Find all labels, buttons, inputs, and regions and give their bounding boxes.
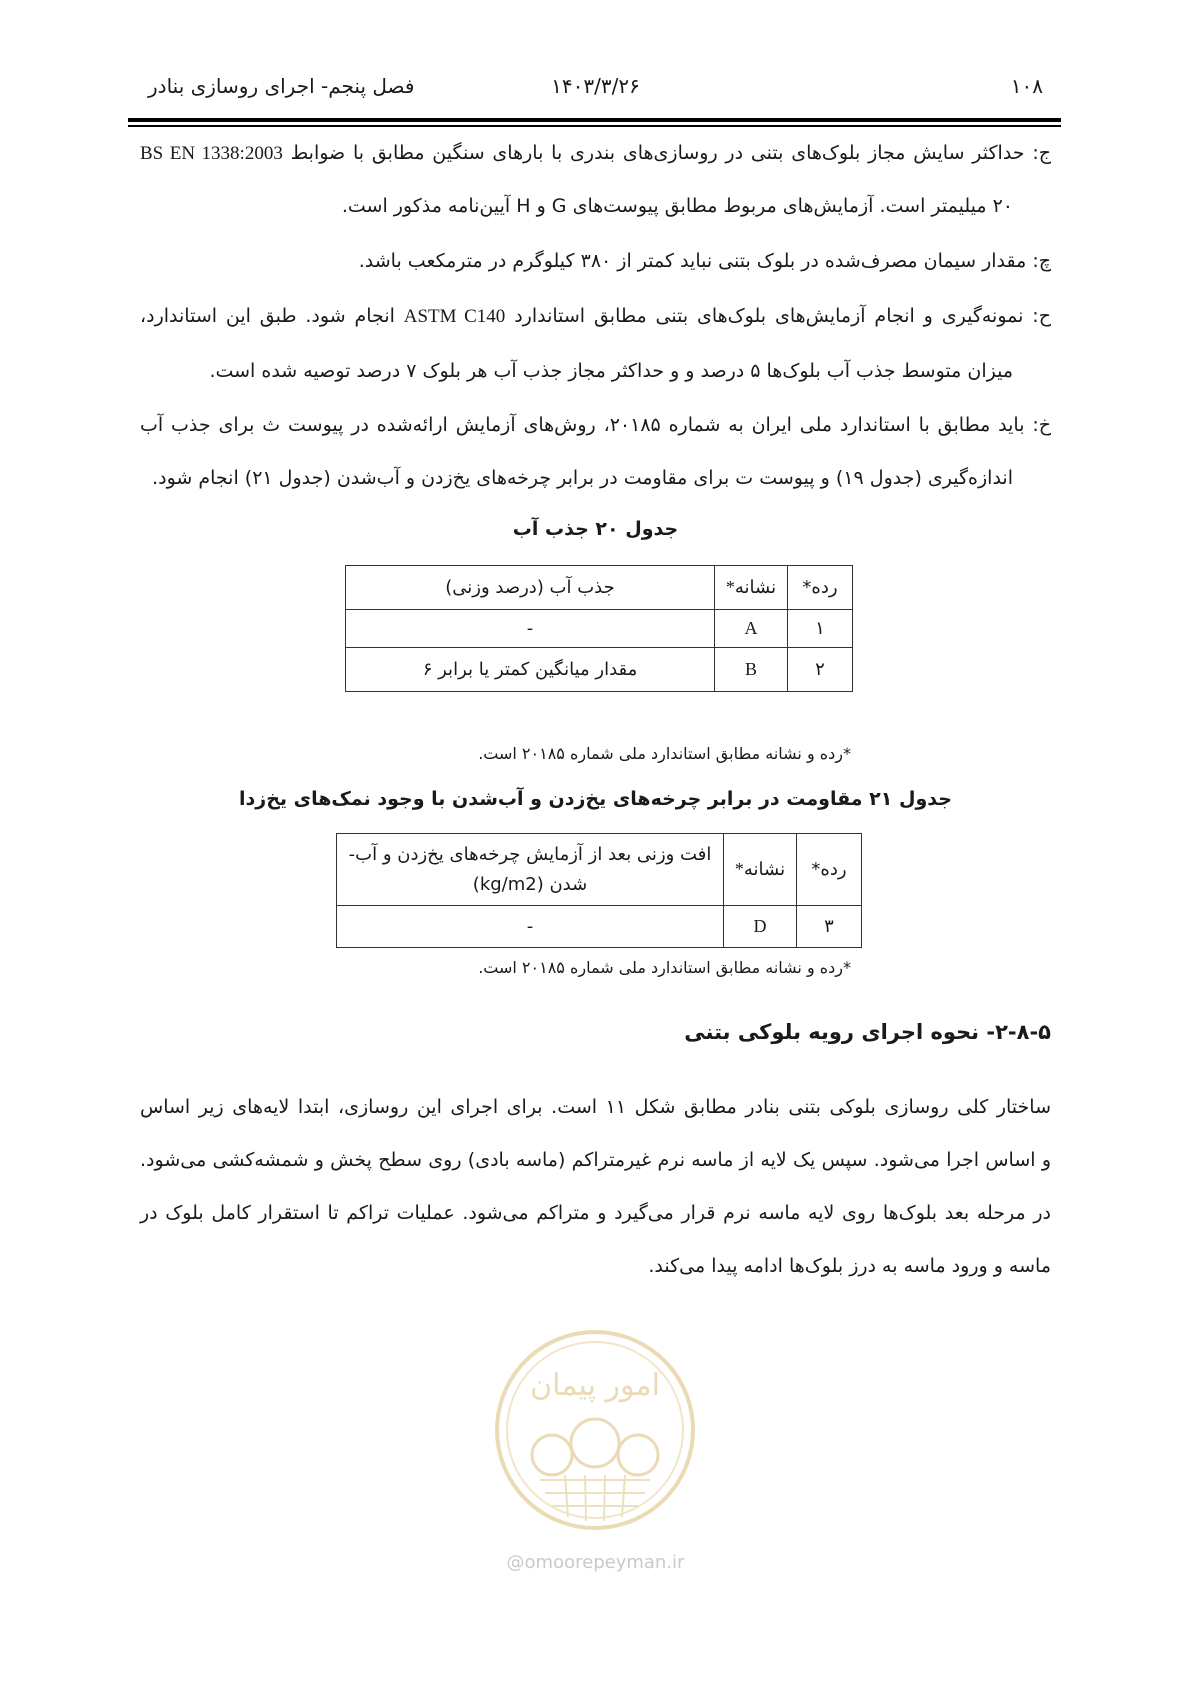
cell-grade: ۱ <box>788 610 853 648</box>
item-j-line1 <box>140 138 1051 169</box>
table-row <box>346 610 853 648</box>
cell-sign: B <box>715 648 788 692</box>
table-row <box>346 648 853 692</box>
item-he-line1 <box>140 301 1051 332</box>
col-header-line1: افت وزنی بعد از آزمایش چرخه‌های یخ‌زدن و آب- <box>348 843 712 865</box>
paragraph-line: ساختار کلی روسازی بلوکی بتنی بنادر مطابق شکل ۱۱ است. برای اجرای این روسازی، ابتدا لایه‌های زیر اساس <box>140 1096 1051 1118</box>
table20-caption: جدول ۲۰ جذب آب <box>512 518 679 540</box>
table21 <box>336 833 862 948</box>
cell-value: - <box>346 610 715 648</box>
cell-value: مقدار میانگین کمتر یا برابر ۶ <box>346 648 715 692</box>
header-date: ۱۴۰۳/۳/۲۶ <box>551 74 640 98</box>
header-rule-thick <box>128 118 1061 122</box>
item-he-standard: ASTM C140 <box>403 306 506 327</box>
cell-sign: D <box>724 906 797 948</box>
col-header-line2: شدن (kg/m2) <box>472 873 588 895</box>
watermark-site: @omoorepeyman.ir <box>506 1552 685 1573</box>
watermark-logo <box>490 1325 700 1545</box>
cell-grade: ۳ <box>797 906 862 948</box>
section-heading: ۲-۸-۵- نحوه اجرای رویه بلوکی بتنی <box>684 1020 1051 1044</box>
col-header-sign: نشانه* <box>715 566 788 610</box>
paragraph-line: ماسه و ورود ماسه به درز بلوک‌ها ادامه پیدا می‌کند. <box>648 1255 1051 1277</box>
chapter-title: فصل پنجم- اجرای روسازی بنادر <box>148 74 415 98</box>
cell-grade: ۲ <box>788 648 853 692</box>
cell-sign: A <box>715 610 788 648</box>
item-che: چ: مقدار سیمان مصرف‌شده در بلوک بتنی نباید کمتر از ۳۸۰ کیلوگرم در مترمکعب باشد. <box>358 250 1051 272</box>
table-row <box>337 906 862 948</box>
paragraph-line: و اساس اجرا می‌شود. سپس یک لایه از ماسه نرم غیرمتراکم (ماسه بادی) روی سطح پخش و شمشه‌کشی می‌شود. <box>140 1149 1051 1171</box>
paragraph-line: در مرحله بعد بلوک‌ها روی لایه ماسه نرم قرار می‌گیرد و متراکم می‌شود. عملیات تراکم تا استقرار کامل بلوک در <box>140 1202 1051 1224</box>
col-header-grade: رده* <box>797 834 862 906</box>
item-khe-line2: اندازه‌گیری (جدول ۱۹) و پیوست ت برای مقاومت در برابر چرخه‌های یخ‌زدن و آب‌شدن (جدول ۲۱) انجام شود. <box>152 467 1013 489</box>
item-khe-line1: خ: باید مطابق با استاندارد ملی ایران به شماره ۲۰۱۸۵، روش‌های آزمایش ارائه‌شده در پیوست ث برای جذب آب <box>140 414 1052 436</box>
col-header-water-absorption: جذب آب (درصد وزنی) <box>346 566 715 610</box>
table21-footnote: *رده و نشانه مطابق استاندارد ملی شماره ۲۰۱۸۵ است. <box>478 958 851 977</box>
item-he-text-pre: ح: نمونه‌گیری و انجام آزمایش‌های بلوک‌های بتنی مطابق استاندارد <box>514 305 1051 327</box>
item-he-text-post: انجام شود. طبق این استاندارد، <box>140 305 395 327</box>
item-he-line2: میزان متوسط جذب آب بلوک‌ها ۵ درصد و و حداکثر مجاز جذب آب هر بلوک ۷ درصد توصیه شده است. <box>209 360 1013 382</box>
page-number: ۱۰۸ <box>1010 74 1043 98</box>
body-paragraph <box>140 1092 1051 1304</box>
col-header-weight-loss <box>337 834 724 906</box>
cell-value: - <box>337 906 724 948</box>
item-j-text: ج: حداکثر سایش مجاز بلوک‌های بتنی در روسازی‌های بندری با بارهای سنگین مطابق با ضوابط <box>290 142 1051 164</box>
col-header-sign: نشانه* <box>724 834 797 906</box>
item-j-standard: BS EN 1338:2003 <box>140 143 283 164</box>
item-j-line2: ۲۰ میلیمتر است. آزمایش‌های مربوط مطابق پیوست‌های G و H آیین‌نامه مذکور است. <box>341 195 1013 217</box>
header-rule-thin <box>128 125 1061 127</box>
table21-caption: جدول ۲۱ مقاومت در برابر چرخه‌های یخ‌زدن و آب‌شدن با وجود نمک‌های یخ‌زدا <box>239 788 952 810</box>
table20 <box>345 565 853 692</box>
logo-text: امور پیمان <box>530 1368 660 1403</box>
table20-footnote: *رده و نشانه مطابق استاندارد ملی شماره ۲۰۱۸۵ است. <box>478 744 851 763</box>
table-header-row <box>337 834 862 906</box>
col-header-grade: رده* <box>788 566 853 610</box>
table-header-row <box>346 566 853 610</box>
